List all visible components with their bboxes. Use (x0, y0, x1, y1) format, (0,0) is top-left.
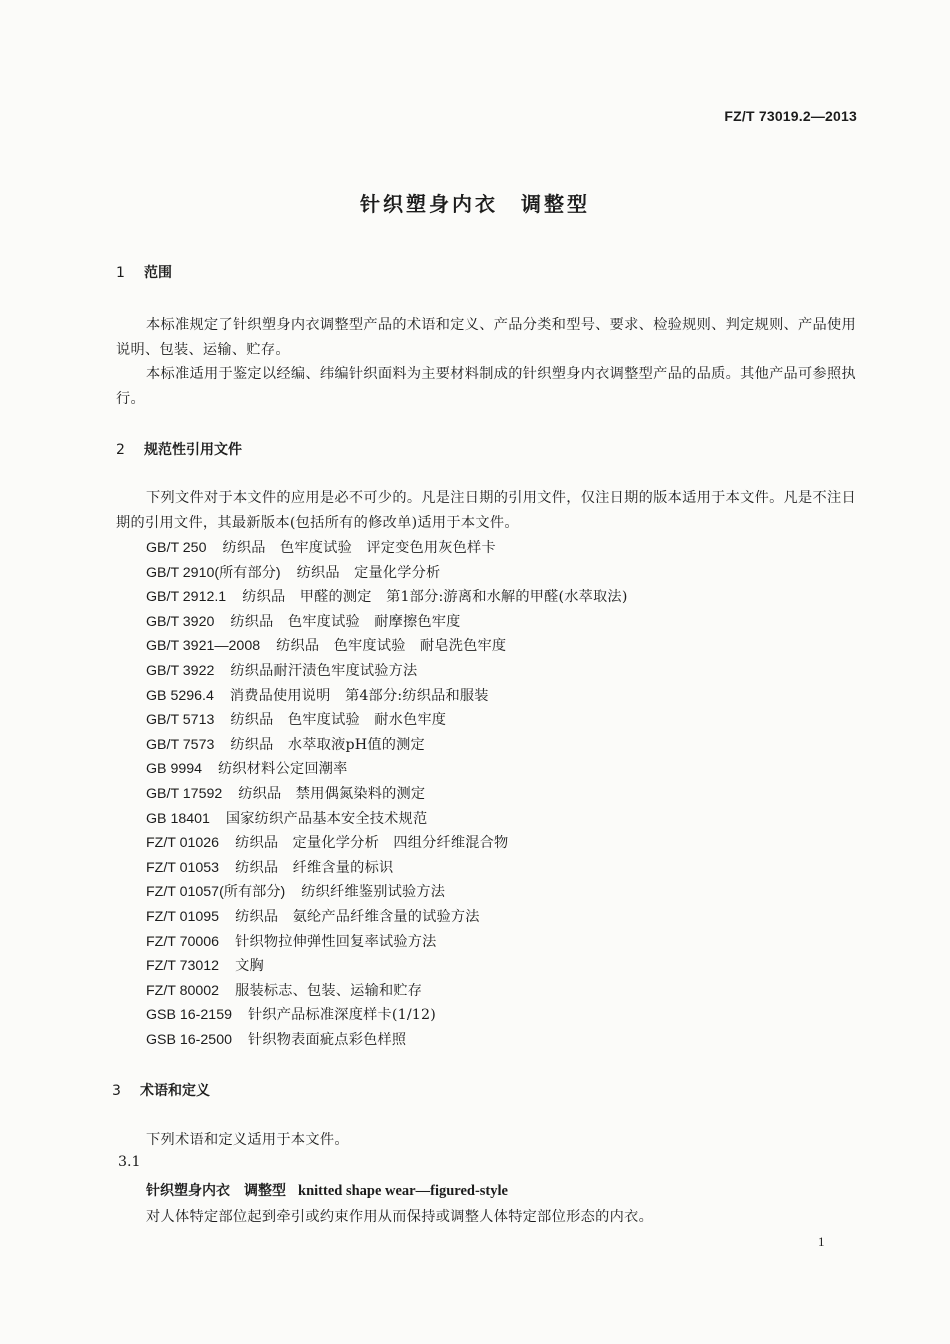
reference-item (146, 979, 628, 1004)
reference-code: FZ/T 70006 (146, 933, 220, 950)
reference-item (146, 536, 628, 561)
reference-code: GB/T 7573 (146, 736, 215, 753)
reference-list (146, 536, 628, 1052)
reference-name: 纺织品 色牢度试验 评定变色用灰色样卡 (222, 540, 496, 556)
section-2-number: 2 (116, 442, 125, 458)
term-english: knitted shape wear—figured-style (298, 1183, 508, 1199)
term-chinese: 针织塑身内衣 调整型 (146, 1183, 286, 1199)
reference-name: 纺织品 甲醛的测定 第1部分:游离和水解的甲醛(水萃取法) (242, 589, 628, 606)
reference-code: FZ/T 01095 (146, 908, 220, 925)
reference-item (146, 930, 628, 955)
reference-item (146, 708, 628, 733)
reference-name: 针织物表面疵点彩色样照 (247, 1031, 407, 1048)
reference-code: FZ/T 01053 (146, 859, 220, 876)
reference-name: 纺织品 禁用偶氮染料的测定 (238, 785, 426, 802)
reference-code: GB/T 3921—2008 (146, 638, 261, 655)
reference-name: 纺织材料公定回潮率 (218, 761, 348, 778)
reference-code: FZ/T 01026 (146, 835, 220, 852)
reference-item (146, 856, 628, 881)
reference-name: 文胸 (235, 958, 264, 975)
reference-item (146, 954, 628, 979)
reference-name: 针织产品标准深度样卡(1/12) (247, 1007, 436, 1024)
section-2-heading (116, 439, 242, 459)
reference-code: FZ/T 80002 (146, 982, 220, 999)
reference-name: 纺织品 水萃取液pH值的测定 (230, 736, 425, 753)
section-1-title: 范围 (144, 265, 172, 281)
reference-code: GB/T 17592 (146, 785, 223, 802)
reference-name: 纺织品耐汗渍色牢度试验方法 (230, 662, 418, 679)
reference-name: 纺织品 定量化学分析 四组分纤维混合物 (235, 835, 509, 852)
section-3-heading (112, 1080, 210, 1100)
term-heading (146, 1180, 508, 1200)
reference-name: 服装标志、包装、运输和贮存 (235, 982, 423, 999)
section-2-title: 规范性引用文件 (144, 442, 242, 458)
reference-code: FZ/T 73012 (146, 958, 220, 975)
reference-item (146, 905, 628, 930)
reference-item (146, 585, 628, 610)
reference-item (146, 880, 628, 905)
term-definition: 对人体特定部位起到牵引或约束作用从而保持或调整人体特定部位形态的内衣。 (146, 1209, 654, 1225)
reference-name: 纺织品 氨纶产品纤维含量的试验方法 (235, 908, 480, 925)
reference-code: GSB 16-2500 (146, 1031, 232, 1048)
reference-code: GB 9994 (146, 761, 203, 778)
section-3-number: 3 (112, 1083, 121, 1099)
reference-code: GB/T 250 (146, 540, 207, 556)
reference-item (146, 1003, 628, 1028)
scope-paragraph-2: 本标准适用于鉴定以经编、纬编针织面料为主要材料制成的针织塑身内衣调整型产品的品质。其他产品可参照执行。 (116, 366, 856, 407)
reference-code: GSB 16-2159 (146, 1007, 232, 1024)
section-1-number: 1 (116, 265, 125, 281)
reference-name: 消费品使用说明 第4部分:纺织品和服装 (229, 687, 489, 704)
references-intro: 下列文件对于本文件的应用是必不可少的。凡是注日期的引用文件，仅注日期的版本适用于本文件。凡是不注日期的引用文件，其最新版本(包括所有的修改单)适用于本文件。 (116, 490, 856, 531)
reference-code: GB/T 2912.1 (146, 589, 227, 606)
reference-item (146, 634, 628, 659)
document-title: 针织塑身内衣 调整型 (360, 192, 590, 216)
standard-code: FZ/T 73019.2—2013 (724, 108, 857, 124)
reference-item (146, 1028, 628, 1053)
reference-code: GB 18401 (146, 810, 210, 827)
clause-number: 3.1 (118, 1154, 141, 1170)
reference-item (146, 561, 628, 586)
reference-item (146, 610, 628, 635)
section-1-heading (116, 262, 172, 282)
reference-name: 国家纺织产品基本安全技术规范 (225, 810, 428, 827)
reference-name: 纺织品 色牢度试验 耐皂洗色牢度 (276, 638, 507, 655)
section-3-title: 术语和定义 (140, 1083, 210, 1099)
reference-code: FZ/T 01057(所有部分) (146, 884, 286, 901)
reference-item (146, 684, 628, 709)
reference-name: 纺织品 色牢度试验 耐水色牢度 (230, 712, 447, 729)
reference-item (146, 782, 628, 807)
reference-item (146, 659, 628, 684)
reference-name: 纺织品 色牢度试验 耐摩擦色牢度 (230, 613, 461, 630)
reference-code: GB/T 2910(所有部分) (146, 564, 281, 581)
terms-intro: 下列术语和定义适用于本文件。 (146, 1132, 349, 1148)
reference-item (146, 757, 628, 782)
reference-name: 纺织品 定量化学分析 (296, 564, 441, 581)
reference-code: GB/T 3922 (146, 662, 215, 679)
reference-item (146, 733, 628, 758)
reference-item (146, 807, 628, 832)
reference-name: 纺织品 纤维含量的标识 (235, 859, 394, 876)
reference-name: 纺织纤维鉴别试验方法 (301, 884, 446, 901)
reference-code: GB 5296.4 (146, 687, 214, 704)
reference-item (146, 831, 628, 856)
page-number: 1 (818, 1234, 825, 1249)
reference-code: GB/T 5713 (146, 712, 215, 729)
scope-paragraph-1: 本标准规定了针织塑身内衣调整型产品的术语和定义、产品分类和型号、要求、检验规则、判定规则、产品使用说明、包装、运输、贮存。 (116, 317, 856, 358)
reference-code: GB/T 3920 (146, 613, 215, 630)
reference-name: 针织物拉伸弹性回复率试验方法 (235, 933, 437, 950)
